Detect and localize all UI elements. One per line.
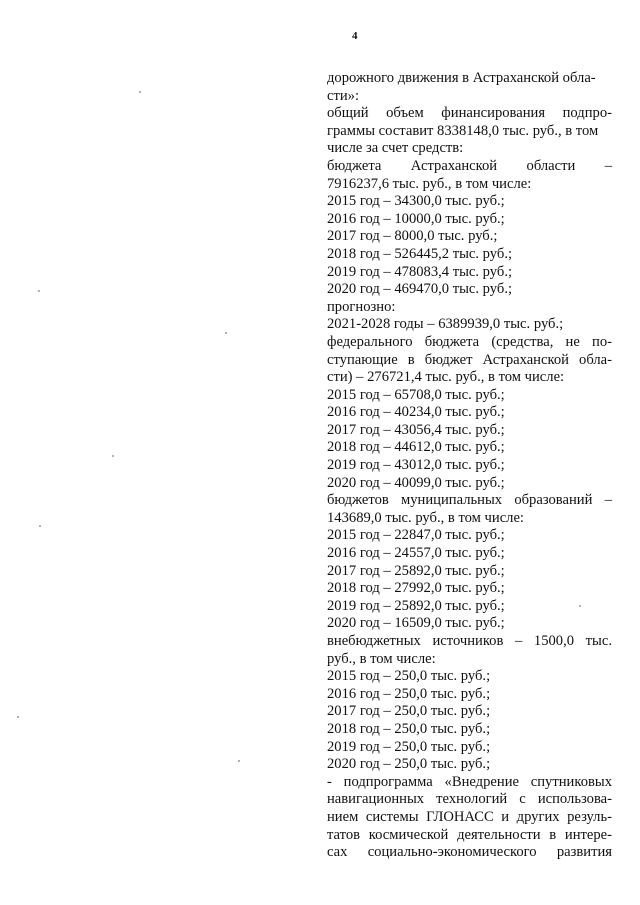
text-line: бюджета Астраханской области –: [327, 157, 612, 174]
text-line: 2019 год – 25892,0 тыс. руб.;: [327, 597, 505, 614]
text-line: 2015 год – 34300,0 тыс. руб.;: [327, 193, 505, 210]
scan-speck: [112, 455, 114, 457]
text-line: 2016 год – 24557,0 тыс. руб.;: [327, 545, 505, 562]
text-line: прогнозно:: [327, 298, 396, 315]
text-line: навигационных технологий с использова-: [327, 791, 612, 808]
text-line: числе за счет средств:: [327, 140, 464, 157]
text-line: 2017 год – 43056,4 тыс. руб.;: [327, 421, 505, 438]
text-line: 2019 год – 43012,0 тыс. руб.;: [327, 457, 505, 474]
text-line: 2015 год – 65708,0 тыс. руб.;: [327, 386, 505, 403]
text-line: 2018 год – 526445,2 тыс. руб.;: [327, 245, 513, 262]
text-line: 2019 год – 250,0 тыс. руб.;: [327, 738, 491, 755]
text-line: дорожного движения в Астраханской обла-: [327, 70, 596, 86]
text-line: 2015 год – 250,0 тыс. руб.;: [327, 668, 491, 685]
scan-speck: [139, 91, 141, 93]
scan-speck: [39, 525, 41, 527]
text-line: 2016 год – 40234,0 тыс. руб.;: [327, 404, 505, 421]
text-line: 2015 год – 22847,0 тыс. руб.;: [327, 527, 505, 544]
text-line: 2016 год – 10000,0 тыс. руб.;: [327, 210, 505, 227]
scan-speck: [579, 605, 581, 607]
document-body-text: [327, 70, 612, 862]
text-line: ступающие в бюджет Астраханской обла-: [327, 351, 612, 368]
text-line: сах социально-экономического развития: [327, 844, 612, 861]
text-line: - подпрограмма «Внедрение спутниковых: [327, 773, 612, 790]
text-line: граммы составит 8338148,0 тыс. руб., в том: [327, 122, 599, 139]
text-line: 2017 год – 25892,0 тыс. руб.;: [327, 562, 505, 579]
text-line: 2021-2028 годы – 6389939,0 тыс. руб.;: [327, 316, 564, 333]
text-line: 2018 год – 44612,0 тыс. руб.;: [327, 439, 505, 456]
text-line: сти»:: [327, 87, 360, 104]
text-line: федерального бюджета (средства, не по-: [327, 333, 612, 350]
text-line: 2020 год – 16509,0 тыс. руб.;: [327, 615, 505, 632]
text-line: сти) – 276721,4 тыс. руб., в том числе:: [327, 369, 565, 386]
text-line: 2020 год – 40099,0 тыс. руб.;: [327, 474, 505, 491]
scan-speck: [238, 760, 240, 762]
scan-speck: [17, 716, 19, 718]
text-line: 2017 год – 8000,0 тыс. руб.;: [327, 228, 498, 245]
text-line: нием системы ГЛОНАСС и других резуль-: [327, 808, 612, 825]
text-line: 2016 год – 250,0 тыс. руб.;: [327, 685, 491, 702]
text-line: 2020 год – 469470,0 тыс. руб.;: [327, 281, 513, 298]
text-line: 143689,0 тыс. руб., в том числе:: [327, 509, 524, 526]
text-line: общий объем финансирования подпро-: [327, 105, 612, 122]
text-line: 2018 год – 27992,0 тыс. руб.;: [327, 580, 505, 597]
text-line: 2019 год – 478083,4 тыс. руб.;: [327, 263, 513, 280]
text-line: бюджетов муниципальных образований –: [327, 492, 612, 509]
scan-speck: [38, 290, 40, 292]
text-line: 2017 год – 250,0 тыс. руб.;: [327, 703, 491, 720]
scan-speck: [225, 332, 227, 334]
text-line: татов космической деятельности в интере-: [327, 826, 612, 843]
text-line: руб., в том числе:: [327, 650, 436, 667]
text-line: внебюджетных источников – 1500,0 тыс.: [327, 633, 612, 649]
page-number: 4: [352, 30, 358, 42]
text-line: 2018 год – 250,0 тыс. руб.;: [327, 720, 491, 737]
text-line: 2020 год – 250,0 тыс. руб.;: [327, 756, 491, 773]
text-line: 7916237,6 тыс. руб., в том числе:: [327, 175, 532, 192]
